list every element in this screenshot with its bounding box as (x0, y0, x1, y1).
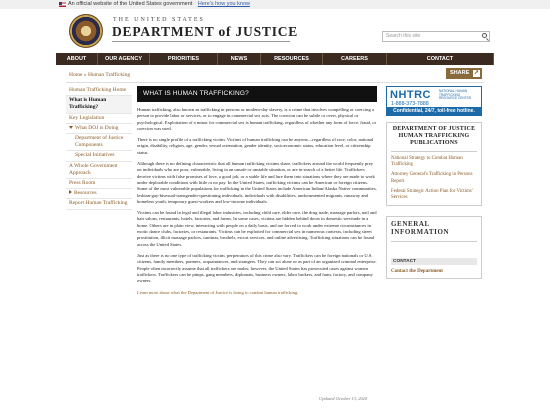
article-body (137, 107, 377, 284)
gov-banner (0, 0, 550, 9)
sidebar-item[interactable] (66, 86, 132, 96)
nhtrc-banner[interactable] (386, 86, 482, 116)
page-title: WHAT IS HUMAN TRAFFICKING? (137, 86, 377, 102)
publication-link[interactable]: Federal Strategic Action Plan for Victims' Services (391, 188, 473, 201)
publications-list (391, 156, 477, 201)
site-header (56, 9, 494, 53)
divider (66, 82, 484, 83)
paragraph: Victims can be found in legal and illegal labor industries, including child care, elder care, the drug trade, massage parlors, nail and hair salons, restaurants, hotels, factories, and farms. In some cases, victims are hidden behind doors in domestic servitude in a home. Others are in plain view, interacting with people on a daily basis, and are forced to work under extreme circumstances in exotic dance clubs, factories, or restaurants. Victims can be exploited for commercial sex in numerous contexts, including street prostitution, illicit massage parlors, cantinas, brothels, escort services, and online advertising. Trafficking situations can be found across the United States. (137, 210, 377, 247)
sidebar-item-label: A Whole Government Approach (69, 162, 118, 176)
sidebar-item-label: Special Initiatives (75, 152, 115, 159)
contact-link[interactable]: Contact the Department (391, 269, 443, 275)
share-label: SHARE (450, 70, 470, 76)
right-rail (386, 86, 482, 279)
search-input[interactable] (382, 31, 490, 42)
heres-how-link[interactable]: Here's how you know (197, 1, 250, 7)
sidebar-item[interactable] (66, 151, 132, 161)
header-divider (112, 41, 290, 42)
nhtrc-logo: NHTRC (390, 89, 431, 101)
sidebar-item[interactable] (66, 96, 132, 113)
sidebar-item-label: Department of Justice Components (75, 135, 124, 149)
breadcrumb-home[interactable]: Home (69, 72, 83, 78)
paragraph: Although there is no defining characteristic that all human trafficking victims share, traffickers around the world frequently prey on individuals who are poor, vulnerable, living in an unsafe or unstable situation, or are in search of a better life. Traffickers deceive victims with false promises of love, a good job, or a stable life and lure them into situations where they are made to work under deplorable conditions with little or no pay. In the United States, trafficking victims can be American or foreign citizens. Some of the most vulnerable populations for trafficking in the United States include American Indian/Alaska Native communities, lesbian-gay-bisexual-transgender-questioning individuals, individuals with disabilities, undocumented migrants, runaway and homeless youth, temporary guest-workers and low-income individuals. (137, 161, 377, 204)
sidebar-item-label: Human Trafficking Home (69, 87, 127, 93)
sidebar-item-label: What DOJ is Doing (75, 124, 119, 131)
sidebar-item-label: Resources (74, 190, 97, 197)
publications-heading: DEPARTMENT OF JUSTICE HUMAN TRAFFICKING PUBLICATIONS (392, 126, 476, 146)
main-content (137, 86, 377, 297)
learn-more-link[interactable]: Learn more about what the Department of Justice is doing to combat human trafficking. (137, 290, 299, 296)
sidebar-item[interactable] (66, 162, 132, 179)
gov-banner-text: An official website of the United States government (68, 1, 193, 7)
nav-item-about[interactable]: ABOUT (56, 53, 98, 65)
sidebar-nav (66, 86, 132, 210)
paragraph: Just as there is no one type of trafficking victim, perpetrators of this crime also vary. Traffickers can be foreign nationals or U.S. citizens, family members, partners, acquaintances, and strangers. They can act alone or as part of an organized criminal enterprise. People often incorrectly assume that all traffickers are males; however, the United States has prosecuted cases against women traffickers. Traffickers can be pimps, gang members, diplomats, business owners, labor brokers, and farm, factory, and company owners. (137, 252, 377, 284)
sidebar-item[interactable] (66, 124, 132, 134)
caret-down-icon (69, 126, 73, 129)
nav-item-priorities[interactable]: PRIORITIES (150, 53, 218, 65)
nhtrc-subtitle: NATIONAL HUMAN TRAFFICKING RESOURCE CENTER (439, 89, 472, 101)
nav-item-contact[interactable]: CONTACT (387, 53, 494, 65)
publication-link[interactable]: Attorney General's Trafficking in Persons Report (391, 172, 473, 184)
caret-right-icon (69, 190, 72, 194)
general-info-box (386, 216, 482, 279)
breadcrumb-current[interactable]: Human Trafficking (87, 72, 131, 78)
publication-link[interactable]: National Strategy to Combat Human Trafficking (391, 156, 463, 168)
nav-item-careers[interactable]: CAREERS (323, 53, 387, 65)
share-button[interactable] (446, 68, 482, 79)
sidebar-item[interactable] (66, 179, 132, 189)
divider (391, 241, 477, 242)
header-small-title: THE UNITED STATES (113, 17, 205, 23)
sidebar-item[interactable] (66, 199, 132, 209)
sidebar-item[interactable] (66, 134, 132, 151)
sidebar-item-label: Press Room (69, 180, 96, 187)
search-placeholder: Search this site (386, 33, 421, 39)
nav-item-our-agency[interactable]: OUR AGENCY (98, 53, 150, 65)
publications-box (386, 122, 482, 206)
sidebar-item[interactable] (66, 189, 132, 199)
nav-item-news[interactable]: NEWS (218, 53, 261, 65)
breadcrumb-sep: » (83, 72, 87, 78)
nav-item-resources[interactable]: RESOURCES (261, 53, 323, 65)
contact-label: CONTACT (391, 258, 477, 265)
doj-seal-icon[interactable] (69, 14, 103, 48)
paragraph: Human trafficking, also known as trafficking in persons or modern-day slavery, is a crime that involves compelling or coercing a person to provide labor or services, or to engage in commercial sex acts. The coercion can be subtle or overt, physical or psychological. Exploitation of a minor for commercial sex is human trafficking, regardless of whether any form of force, fraud, or coercion was used. (137, 107, 377, 131)
updated-date: Updated October 13, 2020 (319, 396, 368, 401)
nhtrc-hotline: Confidential, 24/7, toll-free hotline. (387, 107, 481, 115)
share-icon: ➚ (473, 70, 480, 76)
paragraph: There is no single profile of a trafficking victim. Victims of human trafficking can be anyone—regardless of race, color, national origin, disability, religion, age, gender, sexual orientation, gender identity, socioeconomic status, education level, or citizenship status. (137, 137, 374, 155)
general-info-heading: GENERAL INFORMATION (391, 220, 450, 237)
sidebar-item-label: Key Legislation (69, 114, 105, 121)
us-flag-icon (59, 2, 66, 7)
main-nav (56, 53, 494, 65)
sidebar-item-label: What is Human Trafficking? (69, 97, 107, 111)
nhtrc-phone: 1-888-373-7888 (391, 101, 429, 107)
sidebar-item[interactable] (66, 114, 132, 124)
header-big-title[interactable]: DEPARTMENT of JUSTICE (112, 24, 299, 39)
divider (391, 151, 477, 152)
breadcrumb (69, 72, 130, 78)
search-icon[interactable] (482, 33, 487, 38)
sidebar-item-label: Report Human Trafficking (69, 200, 128, 207)
